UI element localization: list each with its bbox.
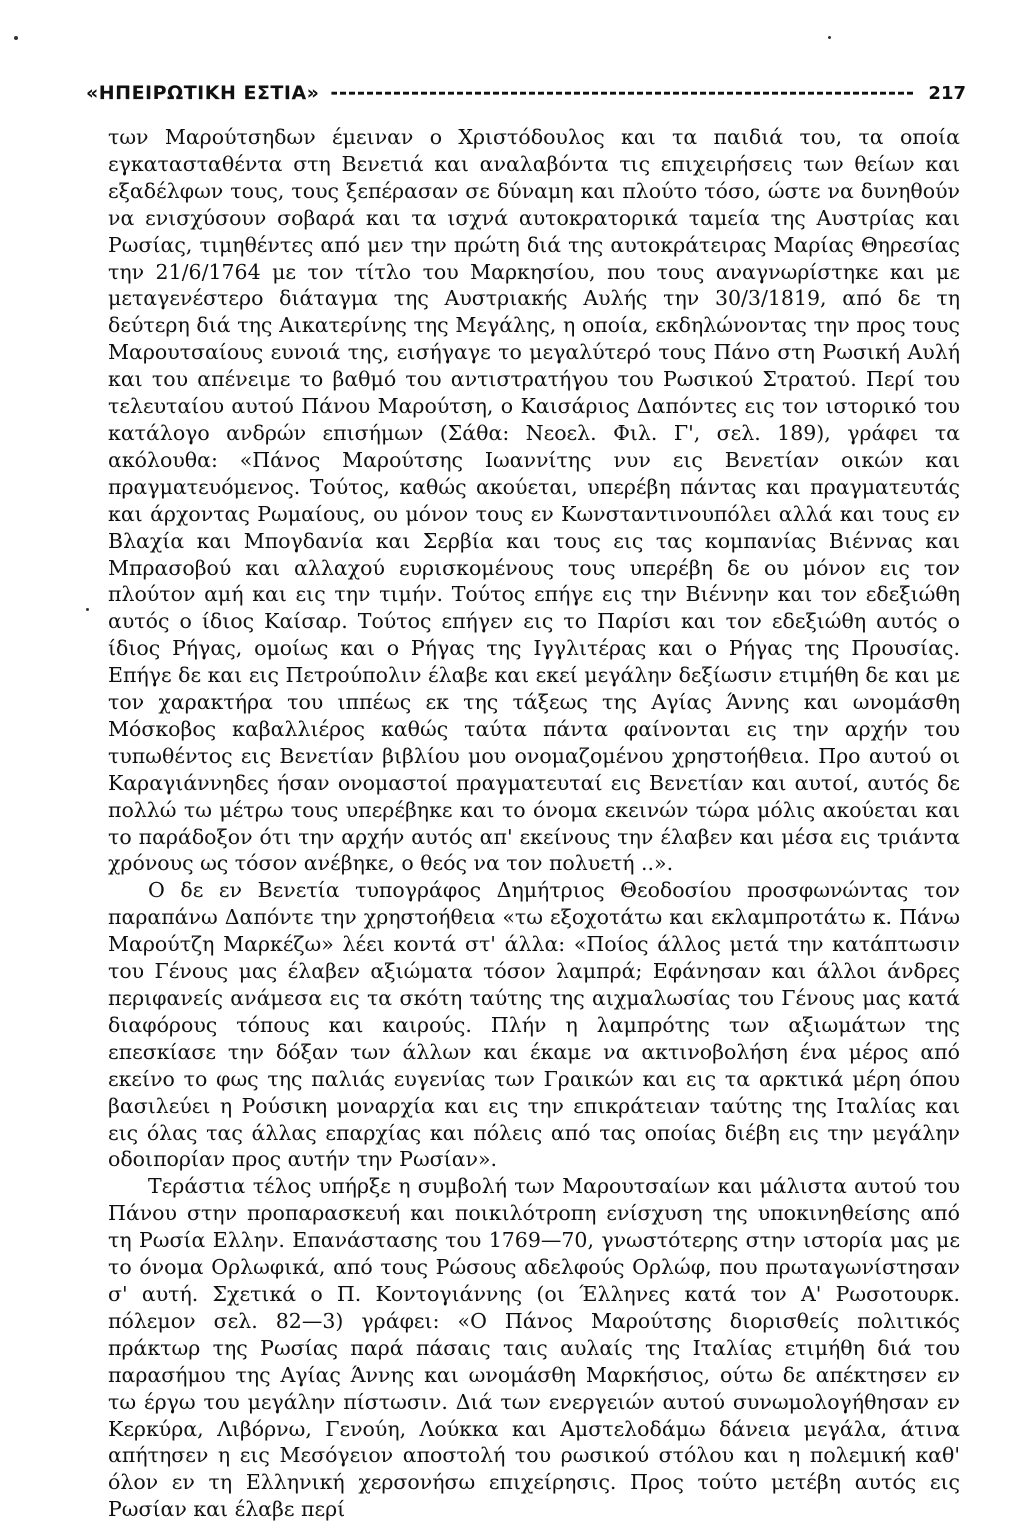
paragraph-1: των Μαρούτσηδων έμειναν ο Χριστόδουλος και τα παιδιά του, τα οποία εγκατασταθέντα στη Βενετιά και αναλαβόντα τις επιχειρήσεις των θείων και εξαδέλφων τους, τους ξεπέρασαν σε δύναμη και πλούτο τόσο, ώστε να δυνηθούν να ενισχύσουν σοβαρά και τα ισχνά αυτοκρατορικά ταμεία της Αυστρίας και Ρωσίας, τιμηθέντες από μεν την πρώτη διά της αυτοκράτειρας Μαρίας Θηρεσίας την 21/6/1764 με τον τίτλο του Μαρκησίου, που τους αναγνωρίστηκε και με μεταγενέστερο διάταγμα της Αυστριακής Αυλής την 30/3/1819, από δε τη δεύτερη διά της Αικατερίνης της Μεγάλης, η οποία, εκδηλώνοντας την προς τους Μαρουτσαίους ευνοιά της, εισήγαγε το μεγαλύτερό τους Πάνο στη Ρωσική Αυλή και του απένειμε το βαθμό του αντιστρατήγου του Ρωσικού Στρατού. Περί του τελευταίου αυτού Πάνου Μαρούτση, ο Καισάριος Δαπόντες εις τον ιστορικό του κατάλογο ανδρών επισήμων (Σάθα: Νεοελ. Φιλ. Γ', σελ. 189), γράφει τα ακόλουθα: «Πάνος Μαρούτσης Ιωαννίτης νυν εις Βενετίαν οικών και πραγματευόμενος. Τούτος, καθώς ακούεται, υπερέβη πάντας και πραγματευτάς και άρχοντας Ρωμαίους, ου μόνον τους εν Κωνσταντινουπόλει αλλά και τους εν Βλαχία και Μπογδανία και Σερβία και τους εις τας κομπανίας Βιέννας και Μπρασοβού και αλλαχού ευρισκομένους τους υπερέβη δε ου μόνον εις τον πλούτον αμή και εις την τιμήν. Τούτος επήγε εις την Βιέννην και τον εδεξιώθη αυτός ο ίδιος Καίσαρ. Τούτος επήγεν εις το Παρίσι και τον εδεξιώθη αυτός ο ίδιος Ρήγας, ομοίως και ο Ρήγας της Ιγγλιτέρας και ο Ρήγας της Προυσίας. Επήγε δε και εις Πετρούπολιν έλαβε και εκεί μεγάλην δεξίωσιν ετιμήθη δε και με τον χαρακτήρα του ιππέως εκ της τάξεως της Αγίας Άννης και ωνομάσθη Μόσκοβος καβαλλιέρος καθώς ταύτα πάντα φαίνονται εις την αρχήν του τυπωθέντος εις Βενετίαν βιβλίου μου ονομαζομένου χρηστοήθεια. Προ αυτού οι Καραγιάννηδες ήσαν ονομαστοί πραγματευταί εις Βενετίαν και αυτοί, αυτός δε πολλώ τω μέτρω τους υπερέβηκε και το όνομα εκεινών τώρα μόλις ακούεται και το παράδοξον ότι την αρχήν αυτός απ' εκείνους την έλαβεν και μέσα εις τριάντα χρόνους ως τόσον ανέβηκε, ο θεός να τον πολυετή ..». xyxy=(108,125,960,876)
scan-speck xyxy=(828,36,831,39)
scan-speck xyxy=(86,608,89,611)
page-header xyxy=(86,78,966,108)
page-number: 217 xyxy=(928,82,966,104)
header-ornamental-rule xyxy=(331,89,916,97)
paragraph-3: Τεράστια τέλος υπήρξε η συμβολή των Μαρουτσαίων και μάλιστα αυτού του Πάνου στην προπαρασκευή και ποικιλότροπη ενίσχυση της υποκινηθείσης από τη Ρωσία Ελλην. Επανάστασης του 1769—70, γνωστότερης στην ιστορία μας με το όνομα Ορλωφικά, από τους Ρώσους αδελφούς Ορλώφ, που πρωταγωνίστησαν σ' αυτή. Σχετικά ο Π. Κοντογιάννης (οι Έλληνες κατά τον Α' Ρωσοτουρκ. πόλεμον σελ. 82—3) γράφει: «Ο Πάνος Μαρούτσης διορισθείς πολιτικός πράκτωρ της Ρωσίας παρά πάσαις ταις αυλαίς της Ιταλίας ετιμήθη διά του παρασήμου της Αγίας Άννης και ωνομάσθη Μαρκήσιος, ούτω δε απέκτησεν εν τω έργω του μεγάλην πίστωσιν. Διά των ενεργειών αυτού συνωμολογήθησαν εν Κερκύρα, Λιβόρνω, Γενούη, Λούκκα και Αμστελοδάμω δάνεια μεγάλα, άτινα απήτησεν η εις Μεσόγειον αποστολή του ρωσικού στόλου και η πολεμική καθ' όλον εν τη Ελληνική χερσονήσω επιχείρησις. Προς τούτο μετέβη αυτός εις Ρωσίαν και έλαβε περί xyxy=(108,1174,960,1522)
body-text xyxy=(108,124,960,1523)
paragraph-2: Ο δε εν Βενετία τυπογράφος Δημήτριος Θεοδοσίου προσφωνώντας τον παραπάνω Δαπόντε την χρηστοήθεια «τω εξοχοτάτω και εκλαμπροτάτω κ. Πάνω Μαρούτζη Μαρκέζω» λέει κοντά στ' άλλα: «Ποίος άλλος μετά την κατάπτωσιν του Γένους μας έλαβεν αξιώματα τόσον λαμπρά; Εφάνησαν και άλλοι άνδρες περιφανείς ανάμεσα εις τα σκότη ταύτης της αιχμαλωσίας του Γένους μας κατά διαφόρους τόπους και καιρούς. Πλήν η λαμπρότης των αξιωμάτων της επεσκίασε την δόξαν των άλλων και έκαμε να ακτινοβολήση ένα μέρος από εκείνο το φως της παλιάς ευγενίας των Γραικών και εις τα αρκτικά μέρη όπου βασιλεύει η Ρούσικη μοναρχία και εις την επικράτειαν ταύτης της Ιταλίας και εις όλας τας άλλας επαρχίας και πόλεις από τας οποίας διέβη εις την μεγάλην οδοιπορίαν προς αυτήν την Ρωσίαν». xyxy=(108,878,960,1172)
scan-speck xyxy=(14,36,18,40)
running-title: «ΗΠΕΙΡΩΤΙΚΗ ΕΣΤΙΑ» xyxy=(86,82,320,104)
